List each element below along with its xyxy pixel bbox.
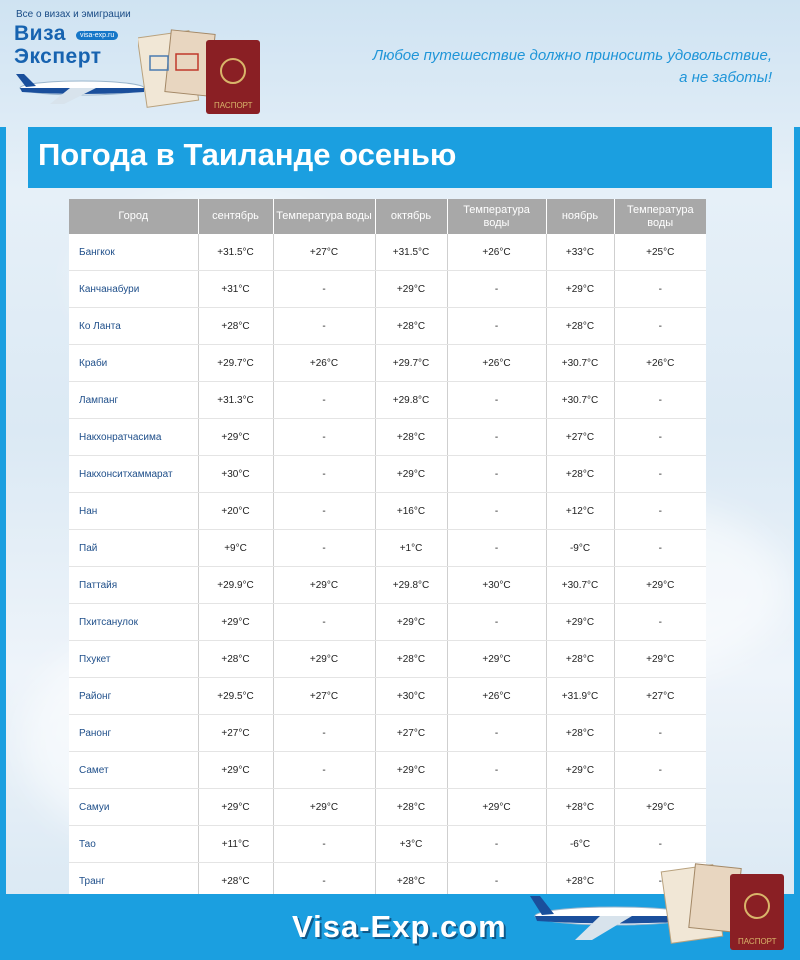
passport-label: ПАСПОРТ xyxy=(214,101,253,110)
temperature-cell: - xyxy=(614,456,706,493)
temperature-cell: +28°C xyxy=(375,419,447,456)
column-header: ноябрь xyxy=(546,199,614,234)
column-header: Температура воды xyxy=(447,199,546,234)
frame-right xyxy=(794,127,800,894)
temperature-cell: - xyxy=(614,493,706,530)
temperature-cell: +30°C xyxy=(447,567,546,604)
temperature-cell: +29°C xyxy=(198,419,273,456)
temperature-cell: +29.8°C xyxy=(375,567,447,604)
temperature-cell: +11°C xyxy=(198,826,273,863)
logo-url-badge: visa-exp.ru xyxy=(76,31,118,40)
table-row xyxy=(69,641,706,678)
temperature-cell: +28°C xyxy=(198,641,273,678)
temperature-cell: - xyxy=(447,308,546,345)
table-row xyxy=(69,456,706,493)
temperature-cell: +29°C xyxy=(273,789,375,826)
temperature-cell: - xyxy=(273,493,375,530)
temperature-cell: +28°C xyxy=(198,308,273,345)
site-tagline: Все о визах и эмиграции xyxy=(16,9,131,20)
temperature-cell: +26°C xyxy=(273,345,375,382)
temperature-cell: - xyxy=(447,604,546,641)
city-cell: Ко Ланта xyxy=(69,308,198,345)
table-row xyxy=(69,271,706,308)
slogan xyxy=(302,45,772,89)
page-title: Погода в Таиланде осенью xyxy=(38,137,457,172)
slogan-line-2: а не заботы! xyxy=(679,69,772,86)
temperature-cell: - xyxy=(273,382,375,419)
temperature-cell: - xyxy=(614,419,706,456)
temperature-cell: - xyxy=(273,530,375,567)
temperature-cell: - xyxy=(614,604,706,641)
city-cell: Ранонг xyxy=(69,715,198,752)
title-bar xyxy=(28,127,772,188)
temperature-cell: +28°C xyxy=(546,863,614,900)
city-cell: Паттайя xyxy=(69,567,198,604)
temperature-cell: - xyxy=(273,308,375,345)
temperature-cell: - xyxy=(273,826,375,863)
temperature-cell: +28°C xyxy=(546,789,614,826)
temperature-cell: - xyxy=(273,604,375,641)
temperature-cell: +29°C xyxy=(546,604,614,641)
temperature-cell: +27°C xyxy=(546,419,614,456)
table-row xyxy=(69,345,706,382)
table-body xyxy=(69,234,706,900)
temperature-cell: - xyxy=(447,271,546,308)
table-row xyxy=(69,419,706,456)
temperature-cell: +30.7°C xyxy=(546,382,614,419)
temperature-cell: +30°C xyxy=(198,456,273,493)
frame-left xyxy=(0,127,6,894)
temperature-cell: - xyxy=(447,419,546,456)
temperature-cell: +29°C xyxy=(375,271,447,308)
temperature-cell: +29°C xyxy=(546,752,614,789)
table-row xyxy=(69,826,706,863)
temperature-cell: +27°C xyxy=(614,678,706,715)
city-cell: Пхукет xyxy=(69,641,198,678)
city-cell: Бангкок xyxy=(69,234,198,271)
temperature-cell: - xyxy=(447,863,546,900)
temperature-cell: - xyxy=(273,752,375,789)
city-cell: Нан xyxy=(69,493,198,530)
temperature-cell: +25°C xyxy=(614,234,706,271)
temperature-cell: - xyxy=(614,530,706,567)
weather-table xyxy=(69,199,706,900)
temperature-cell: +29°C xyxy=(273,641,375,678)
temperature-cell: +31.5°C xyxy=(375,234,447,271)
footer xyxy=(0,894,800,960)
city-cell: Транг xyxy=(69,863,198,900)
temperature-cell: - xyxy=(447,752,546,789)
temperature-cell: - xyxy=(447,530,546,567)
temperature-cell: +27°C xyxy=(198,715,273,752)
temperature-cell: - xyxy=(614,863,706,900)
temperature-cell: -9°C xyxy=(546,530,614,567)
table-row xyxy=(69,715,706,752)
table-row xyxy=(69,530,706,567)
table-row xyxy=(69,752,706,789)
temperature-cell: +29°C xyxy=(198,789,273,826)
city-cell: Тао xyxy=(69,826,198,863)
temperature-cell: +28°C xyxy=(198,863,273,900)
passport-label: ПАСПОРТ xyxy=(738,937,777,946)
temperature-cell: - xyxy=(614,826,706,863)
temperature-cell: +28°C xyxy=(375,789,447,826)
temperature-cell: - xyxy=(273,271,375,308)
column-header-city: Город xyxy=(69,199,198,234)
footer-site-name: Visa-Exp.com xyxy=(292,909,507,944)
temperature-cell: +3°C xyxy=(375,826,447,863)
city-cell: Районг xyxy=(69,678,198,715)
temperature-cell: +27°C xyxy=(375,715,447,752)
table-row xyxy=(69,789,706,826)
temperature-cell: +29°C xyxy=(375,604,447,641)
temperature-cell: +29.7°C xyxy=(198,345,273,382)
temperature-cell: +26°C xyxy=(447,678,546,715)
temperature-cell: +30.7°C xyxy=(546,345,614,382)
city-cell: Канчанабури xyxy=(69,271,198,308)
temperature-cell: +27°C xyxy=(273,678,375,715)
table-row xyxy=(69,678,706,715)
temperature-cell: +29°C xyxy=(273,567,375,604)
temperature-cell: +28°C xyxy=(546,308,614,345)
column-header: Температура воды xyxy=(614,199,706,234)
temperature-cell: +29°C xyxy=(375,752,447,789)
temperature-cell: +29°C xyxy=(546,271,614,308)
temperature-cell: +29.7°C xyxy=(375,345,447,382)
temperature-cell: - xyxy=(447,826,546,863)
temperature-cell: +29°C xyxy=(198,604,273,641)
city-cell: Накхонситхаммарат xyxy=(69,456,198,493)
column-header: сентябрь xyxy=(198,199,273,234)
column-header: Температура воды xyxy=(273,199,375,234)
city-cell: Самет xyxy=(69,752,198,789)
temperature-cell: +26°C xyxy=(614,345,706,382)
temperature-cell: - xyxy=(614,308,706,345)
temperature-cell: - xyxy=(447,715,546,752)
temperature-cell: - xyxy=(447,493,546,530)
slogan-line-1: Любое путешествие должно приносить удовольствие, xyxy=(372,47,772,64)
temperature-cell: +29.9°C xyxy=(198,567,273,604)
temperature-cell: +31.9°C xyxy=(546,678,614,715)
logo-word-expert: Эксперт xyxy=(14,45,102,68)
table-row xyxy=(69,308,706,345)
temperature-cell: - xyxy=(614,271,706,308)
temperature-cell: +29°C xyxy=(447,641,546,678)
temperature-cell: +29°C xyxy=(375,456,447,493)
temperature-cell: +29°C xyxy=(198,752,273,789)
weather-table-grid xyxy=(69,199,706,900)
temperature-cell: - xyxy=(447,382,546,419)
temperature-cell: - xyxy=(273,456,375,493)
table-row xyxy=(69,493,706,530)
temperature-cell: - xyxy=(614,382,706,419)
temperature-cell: +33°C xyxy=(546,234,614,271)
temperature-cell: +31°C xyxy=(198,271,273,308)
city-cell: Самуи xyxy=(69,789,198,826)
temperature-cell: +12°C xyxy=(546,493,614,530)
temperature-cell: +28°C xyxy=(546,456,614,493)
temperature-cell: - xyxy=(273,863,375,900)
table-row xyxy=(69,382,706,419)
temperature-cell: +29°C xyxy=(614,789,706,826)
temperature-cell: +29.5°C xyxy=(198,678,273,715)
city-cell: Краби xyxy=(69,345,198,382)
column-header: октябрь xyxy=(375,199,447,234)
temperature-cell: +30°C xyxy=(375,678,447,715)
temperature-cell: +30.7°C xyxy=(546,567,614,604)
temperature-cell: +20°C xyxy=(198,493,273,530)
temperature-cell: -6°C xyxy=(546,826,614,863)
passport-icon xyxy=(138,26,268,116)
table-row xyxy=(69,234,706,271)
temperature-cell: +31.3°C xyxy=(198,382,273,419)
temperature-cell: +29°C xyxy=(614,567,706,604)
temperature-cell: - xyxy=(273,419,375,456)
temperature-cell: +29.8°C xyxy=(375,382,447,419)
temperature-cell: - xyxy=(614,715,706,752)
city-cell: Пай xyxy=(69,530,198,567)
temperature-cell: +28°C xyxy=(546,715,614,752)
city-cell: Пхитсанулок xyxy=(69,604,198,641)
temperature-cell: +9°C xyxy=(198,530,273,567)
temperature-cell: +28°C xyxy=(375,308,447,345)
city-cell: Накхонратчасима xyxy=(69,419,198,456)
temperature-cell: +28°C xyxy=(546,641,614,678)
temperature-cell: +1°C xyxy=(375,530,447,567)
temperature-cell: - xyxy=(273,715,375,752)
temperature-cell: +28°C xyxy=(375,863,447,900)
logo-word-visa: Виза xyxy=(14,22,66,45)
temperature-cell: +27°C xyxy=(273,234,375,271)
temperature-cell: +26°C xyxy=(447,234,546,271)
table-row xyxy=(69,604,706,641)
table-row xyxy=(69,567,706,604)
temperature-cell: +26°C xyxy=(447,345,546,382)
temperature-cell: +29°C xyxy=(614,641,706,678)
passport-icon xyxy=(660,858,790,954)
city-cell: Лампанг xyxy=(69,382,198,419)
table-header-row xyxy=(69,199,706,234)
temperature-cell: - xyxy=(447,456,546,493)
temperature-cell: - xyxy=(614,752,706,789)
temperature-cell: +31.5°C xyxy=(198,234,273,271)
temperature-cell: +28°C xyxy=(375,641,447,678)
temperature-cell: +16°C xyxy=(375,493,447,530)
temperature-cell: +29°C xyxy=(447,789,546,826)
